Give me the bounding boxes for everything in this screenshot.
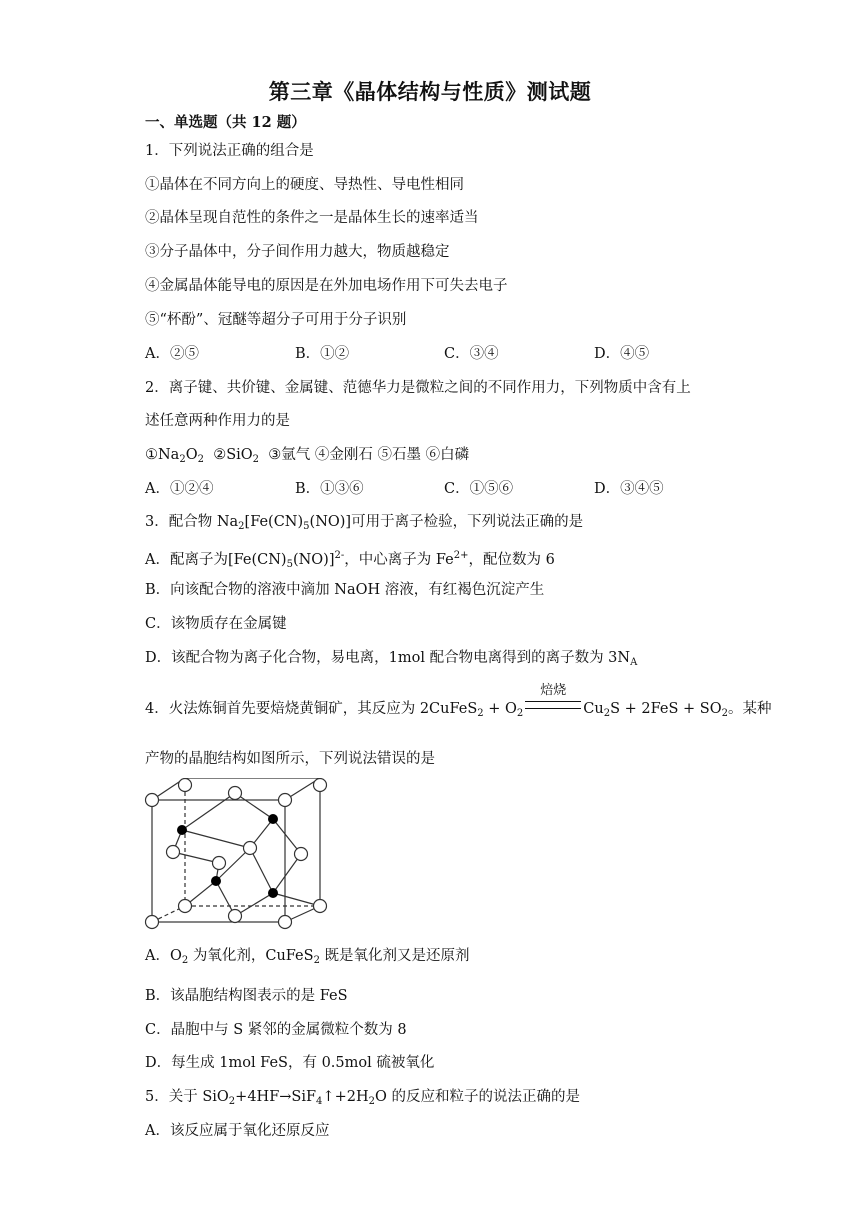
q1-statement-4: ④金属晶体能导电的原因是在外加电场作用下可失去电子 (145, 278, 508, 294)
atom-hollow (244, 842, 257, 855)
q2-items-rest: ③氩气 ④金刚石 ⑤石墨 ⑥白磷 (268, 447, 470, 463)
q4-option-b: B．该晶胞结构图表示的是 FeS (145, 988, 348, 1004)
subscript: 2 (721, 708, 728, 719)
text: 3．配合物 Na (145, 514, 239, 530)
text: ，中心离子为 Fe (344, 552, 454, 568)
text: + O (483, 701, 517, 717)
q2-option-c: C．①⑤⑥ (444, 481, 514, 497)
text: A．配离子为[Fe(CN) (145, 552, 287, 568)
q5-stem (145, 1087, 580, 1112)
page-title: 第三章《晶体结构与性质》测试题 (268, 79, 592, 104)
text: O 的反应和粒子的说法正确的是 (374, 1089, 580, 1105)
text: +4HF→SiF (235, 1089, 317, 1105)
atom-hollow (167, 846, 180, 859)
q2-option-b: B．①③⑥ (295, 481, 364, 497)
q1-statement-2: ②晶体呈现自范性的条件之一是晶体生长的速率适当 (145, 210, 479, 226)
bond-line (182, 830, 250, 848)
q3-option-a (145, 546, 555, 575)
atom-hollow (146, 916, 159, 929)
q1-option-b: B．①② (295, 346, 350, 362)
subscript: 2 (477, 708, 484, 719)
section-heading: 一、单选题（共 12 题） (145, 114, 306, 131)
atom-hollow (213, 857, 226, 870)
subscript: 5 (303, 521, 310, 532)
q1-statement-3: ③分子晶体中，分子间作用力越大，物质越稳定 (145, 244, 450, 260)
equals-sign (525, 701, 581, 709)
reaction-condition-arrow (523, 683, 583, 719)
q4-option-a (145, 946, 470, 971)
atom-solid (177, 825, 187, 835)
atom-solid (268, 888, 278, 898)
q4-stem-line-2: 产物的晶胞结构如图所示，下列说法错误的是 (145, 751, 435, 767)
q5-option-a: A．该反应属于氧化还原反应 (145, 1123, 330, 1139)
subscript: 2 (603, 708, 611, 719)
subscript: 5 (286, 559, 293, 570)
atom-hollow (179, 779, 192, 792)
q2-option-d: D．③④⑤ (594, 481, 664, 497)
text: 。某种 (727, 701, 772, 717)
q1-statement-5: ⑤“杯酚”、冠醚等超分子可用于分子识别 (145, 312, 407, 328)
q1-statement-1: ①晶体在不同方向上的硬度、导热性、导电性相同 (145, 177, 464, 193)
text: 5．关于 SiO (145, 1089, 229, 1105)
q2-stem-line-1: 2．离子键、共价键、金属键、范德华力是微粒之间的不同作用力，下列物质中含有上 (145, 380, 691, 396)
text: ↑+2H (322, 1089, 369, 1105)
q2-stem-line-2: 述任意两种作用力的是 (145, 413, 290, 429)
atom-hollow (279, 794, 292, 807)
text: 既是氧化剂又是还原剂 (319, 948, 470, 964)
q1-option-a: A．②⑤ (145, 346, 199, 362)
bond-line (273, 893, 320, 906)
bond-line (273, 854, 301, 893)
subscript: 2 (313, 955, 320, 966)
q1-stem: 1．下列说法正确的组合是 (145, 143, 314, 159)
text: S + 2FeS + SO (610, 701, 722, 717)
subscript: 4 (316, 1096, 323, 1107)
crystal-cell-figure (140, 778, 332, 932)
q3-stem (145, 512, 583, 537)
text: A．O (145, 948, 182, 964)
text: 为氧化剂，CuFeS (188, 948, 314, 964)
atom-hollow (314, 779, 327, 792)
q1-option-c: C．③④ (444, 346, 499, 362)
atom-hollow (229, 787, 242, 800)
bond-line (250, 848, 273, 893)
subscript: 2 (368, 1096, 375, 1107)
atom-hollow (314, 900, 327, 913)
atom-hollow (295, 848, 308, 861)
text: Cu (583, 701, 604, 717)
reaction-condition: 焙烧 (540, 683, 567, 698)
q2-item-2-text: ②SiO (213, 447, 253, 463)
atom-hollow (179, 900, 192, 913)
text: (NO)] (292, 552, 335, 568)
q4-stem-line-1 (145, 683, 772, 724)
q1-option-d: D．④⑤ (594, 346, 650, 362)
q2-option-a: A．①②④ (145, 481, 214, 497)
q4-option-c: C．晶胞中与 S 紧邻的金属微粒个数为 8 (145, 1022, 407, 1038)
q3-option-d (145, 648, 637, 673)
q2-item-1-text: ①Na (145, 447, 180, 463)
q2-substance-list (145, 445, 469, 470)
subscript: 2 (238, 521, 245, 532)
subscript: 2 (228, 1096, 236, 1107)
subscript: 2 (252, 454, 260, 465)
text: D．该配合物为离子化合物，易电离，1mol 配合物电离得到的离子数为 3N (145, 650, 631, 666)
bond-line (182, 793, 235, 830)
subscript: 2 (179, 454, 186, 465)
atom-hollow (279, 916, 292, 929)
text: [Fe(CN) (244, 514, 304, 530)
atom-hollow (229, 910, 242, 923)
q2-item-1-text: O (185, 447, 198, 463)
q4-option-d: D．每生成 1mol FeS，有 0.5mol 硫被氧化 (145, 1055, 435, 1071)
subscript: A (630, 657, 638, 668)
subscript: 2 (516, 708, 524, 719)
subscript: 2 (197, 454, 204, 465)
q3-option-b: B．向该配合物的溶液中滴加 NaOH 溶液，有红褐色沉淀产生 (145, 582, 545, 598)
superscript: 2+ (453, 550, 469, 561)
subscript: 2 (181, 955, 189, 966)
superscript: 2- (334, 550, 345, 561)
q3-option-c: C．该物质存在金属键 (145, 616, 287, 632)
text: 4．火法炼铜首先要焙烧黄铜矿，其反应为 2CuFeS (145, 701, 478, 717)
text: ，配位数为 6 (468, 552, 555, 568)
text: (NO)]可用于离子检验，下列说法正确的是 (309, 514, 584, 530)
atom-hollow (146, 794, 159, 807)
atom-solid (268, 814, 278, 824)
atom-solid (211, 876, 221, 886)
